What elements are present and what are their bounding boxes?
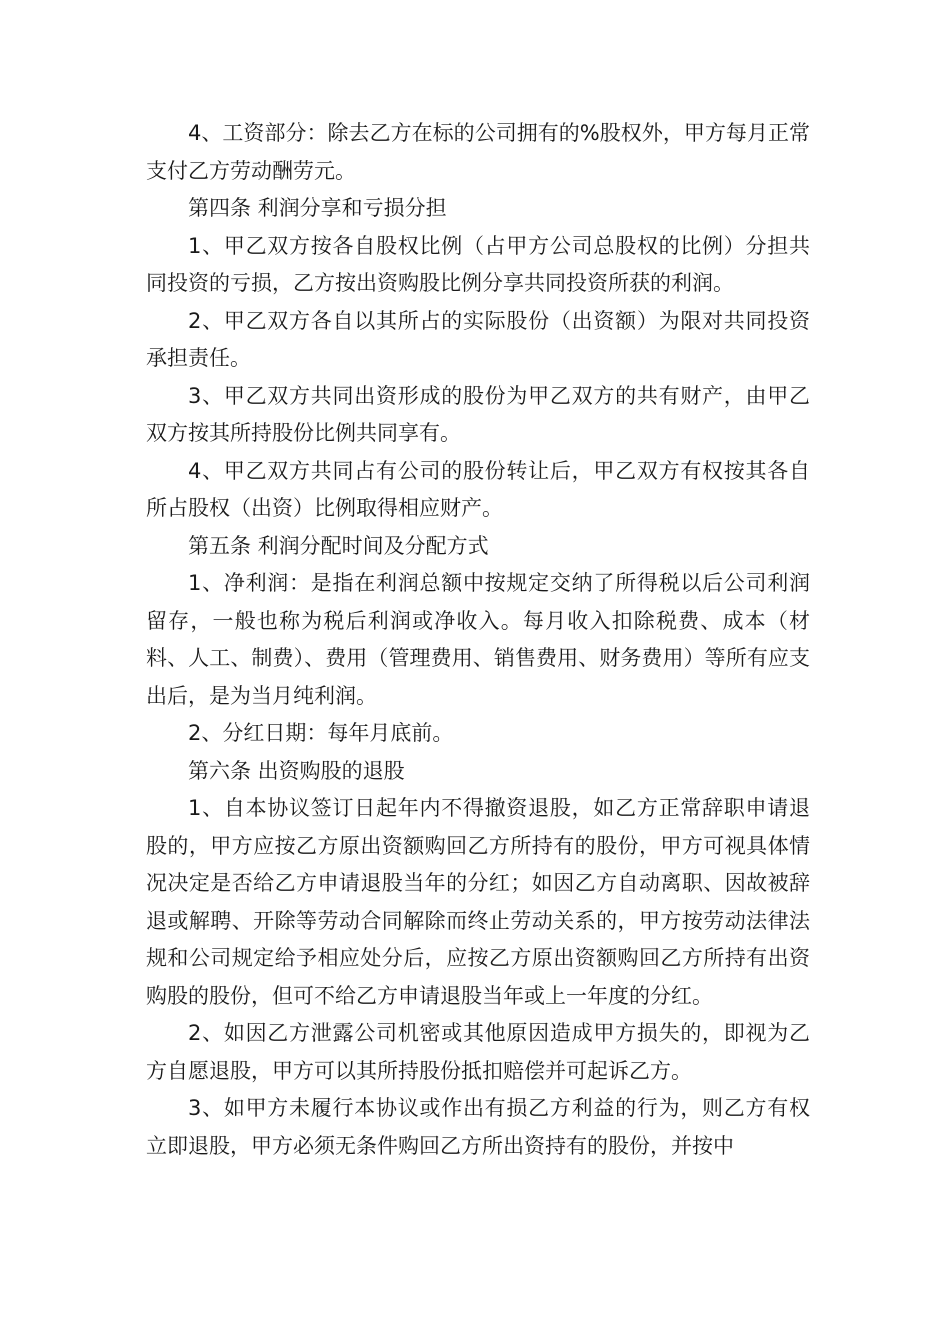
article-4-item-2: 2、甲乙双方各自以其所占的实际股份（出资额）为限对共同投资承担责任。: [146, 308, 810, 370]
article-6-heading: 第六条 出资购股的退股: [188, 758, 405, 783]
article-5-item-1: 1、净利润：是指在利润总额中按规定交纳了所得税以后公司利润留存，一般也称为税后利润或净收入。每月收入扣除税费、成本（材料、人工、制费）、费用（管理费用、销售费用、财务费用）等所有应支出后，是为当月纯利润。: [146, 571, 810, 708]
document-page: [146, 115, 810, 1165]
article-4-item-4: 4、甲乙双方共同占有公司的股份转让后，甲乙双方有权按其各自所占股权（出资）比例取得相应财产。: [146, 458, 810, 520]
clause-wage: 4、工资部分：除去乙方在标的公司拥有的%股权外，甲方每月正常支付乙方劳动酬劳元。: [146, 121, 810, 183]
article-5-heading: 第五条 利润分配时间及分配方式: [188, 533, 489, 558]
article-4-item-1: 1、甲乙双方按各自股权比例（占甲方公司总股权的比例）分担共同投资的亏损，乙方按出资购股比例分享共同投资所获的利润。: [146, 233, 810, 295]
article-5-item-2: 2、分红日期：每年月底前。: [188, 721, 454, 745]
article-4-heading: 第四条 利润分享和亏损分担: [188, 196, 447, 220]
article-6-item-2: 2、如因乙方泄露公司机密或其他原因造成甲方损失的，即视为乙方自愿退股，甲方可以其所持股份抵扣赔偿并可起诉乙方。: [146, 1021, 810, 1083]
article-4-item-3: 3、甲乙双方共同出资形成的股份为甲乙双方的共有财产，由甲乙双方按其所持股份比例共同享有。: [146, 383, 810, 445]
article-6-item-3: 3、如甲方未履行本协议或作出有损乙方利益的行为，则乙方有权立即退股，甲方必须无条件购回乙方所出资持有的股份，并按中: [146, 1096, 810, 1158]
article-6-item-1: 1、自本协议签订日起年内不得撤资退股，如乙方正常辞职申请退股的，甲方应按乙方原出资额购回乙方所持有的股份，甲方可视具体情况决定是否给乙方申请退股当年的分红；如因乙方自动离职、因故被辞退或解聘、开除等劳动合同解除而终止劳动关系的，甲方按劳动法律法规和公司规定给予相应处分后，应按乙方原出资额购回乙方所持有出资购股的股份，但可不给乙方申请退股当年或上一年度的分红。: [146, 796, 810, 1008]
